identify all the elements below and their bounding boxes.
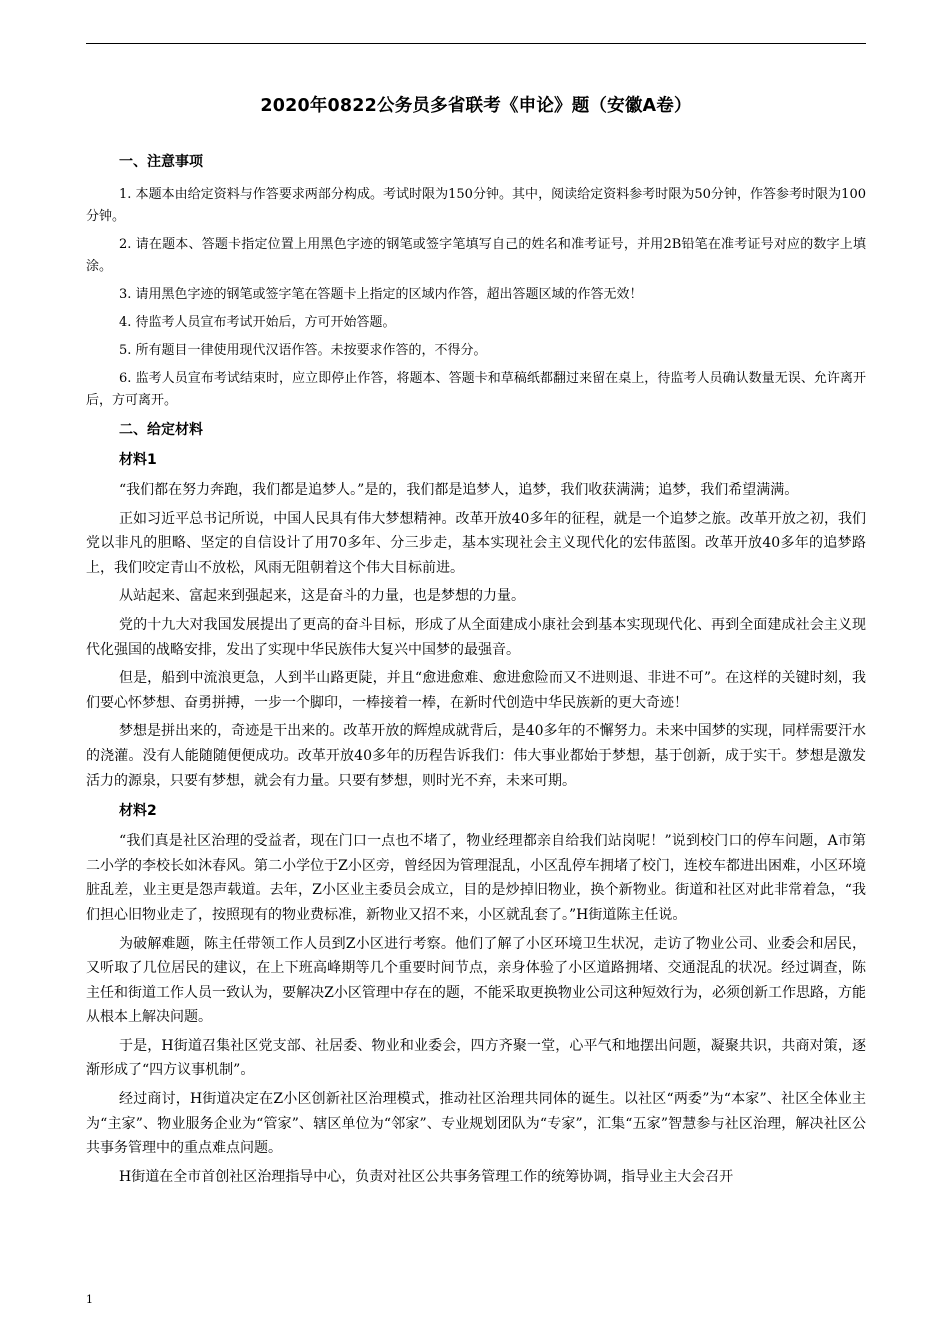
material-1-title: 材料1: [119, 452, 157, 468]
material-2-title: 材料2: [119, 803, 157, 820]
material-2-paragraph: 为破解难题，陈主任带领工作人员到Z小区进行考察。他们了解了小区环境卫生状况，走访了物业公司、业委会和居民，又听取了几位居民的建议，在上下班高峰期等几个重要时间节点，亲身体验了小区道路拥堵、交通混乱的状况。经过调查，陈主任和街道工作人员一致认为，要解决Z小区管理中存在的题，不能采取更换物业公司这种短效行为，必须创新工作思路，方能从根本上解决问题。: [86, 935, 866, 1026]
material-1-paragraph: 正如习近平总书记所说，中国人民具有伟大梦想精神。改革开放40多年的征程，就是一个追梦之旅。改革开放之初，我们党以非凡的胆略、坚定的自信设计了用70多年、分三步走，基本实现社会主义现代化的宏伟蓝图。改革开放40多年的追梦路上，我们咬定青山不放松，风雨无阻朝着这个伟大目标前进。: [86, 510, 866, 576]
material-2-paragraph: 于是，H街道召集社区党支部、社居委、物业和业委会，四方齐聚一堂，心平气和地摆出问题，凝聚共识，共商对策，逐渐形成了“四方议事机制”。: [86, 1037, 866, 1079]
page-number: 1: [86, 1293, 93, 1306]
notice-item: 6. 监考人员宣布考试结束时，应立即停止作答，将题本、答题卡和草稿纸都翻过来留在桌上，待监考人员确认数量无误、允许离开后，方可离开。: [86, 371, 866, 408]
document-title: 2020年0822公务员多省联考《申论》题（安徽A卷）: [260, 96, 692, 116]
material-2-paragraph: 经过商讨，H街道决定在Z小区创新社区治理模式，推动社区治理共同体的诞生。以社区“两委”为“本家”、社区全体业主为“主家”、物业服务企业为“管家”、辖区单位为“邻家”、专业规划团队为“专家”，汇集“五家”智慧参与社区治理，解决社区公共事务管理中的重点难点问题。: [86, 1091, 866, 1157]
material-2-paragraph: “我们真是社区治理的受益者，现在门口一点也不堵了，物业经理都亲自给我们站岗呢！”说到校门口的停车问题，A市第二小学的李校长如沐春风。第二小学位于Z小区旁，曾经因为管理混乱，小区乱停车拥堵了校门，连校车都进出困难，小区环境脏乱差，业主更是怨声载道。去年，Z小区业主委员会成立，目的是炒掉旧物业，换个新物业。街道和社区对此非常着急，“我们担心旧物业走了，按照现有的物业费标准，新物业又招不来，小区就乱套了。”H街道陈主任说。: [86, 833, 866, 923]
material-1-paragraph: 但是，船到中流浪更急，人到半山路更陡，并且“愈进愈难、愈进愈险而又不进则退、非进不可”。在这样的关键时刻，我们要心怀梦想、奋勇拼搏，一步一个脚印，一棒接着一棒，在新时代创造中华民族新的更大奇迹！: [86, 670, 866, 711]
header-rule: [86, 43, 866, 44]
notice-item: 1. 本题本由给定资料与作答要求两部分构成。考试时限为150分钟。其中，阅读给定资料参考时限为50分钟，作答参考时限为100分钟。: [86, 187, 866, 224]
notice-item: 5. 所有题目一律使用现代汉语作答。未按要求作答的，不得分。: [119, 343, 487, 358]
material-1-paragraph: “我们都在努力奔跑，我们都是追梦人。”是的，我们都是追梦人，追梦，我们收获满满；追梦，我们希望满满。: [119, 482, 799, 498]
section-heading-materials: 二、给定材料: [119, 422, 203, 438]
document-body: [86, 150, 866, 1193]
material-2-paragraph: H街道在全市首创社区治理指导中心，负责对社区公共事务管理工作的统筹协调，指导业主大会召开: [119, 1168, 734, 1185]
notice-item: 3. 请用黑色字迹的钢笔或签字笔在答题卡上指定的区域内作答，超出答题区域的作答无效！: [119, 287, 643, 302]
material-1-paragraph: 党的十九大对我国发展提出了更高的奋斗目标，形成了从全面建成小康社会到基本实现现代化、再到全面建成社会主义现代化强国的战略安排，发出了实现中华民族伟大复兴中国梦的最强音。: [86, 616, 866, 658]
section-heading-notices: 一、注意事项: [119, 154, 203, 170]
material-1-paragraph: 从站起来、富起来到强起来，这是奋斗的力量，也是梦想的力量。: [119, 588, 525, 605]
material-1-paragraph: 梦想是拼出来的，奇迹是干出来的。改革开放的辉煌成就背后，是40多年的不懈努力。未来中国梦的实现，同样需要汗水的浇灌。没有人能随随便便成功。改革开放40多年的历程告诉我们：伟大事业都始于梦想，基于创新，成于实干。梦想是激发活力的源泉，只要有梦想，就会有力量。只要有梦想，则时光不弃，未来可期。: [86, 723, 866, 789]
notice-item: 2. 请在题本、答题卡指定位置上用黑色字迹的钢笔或签字笔填写自己的姓名和准考证号，并用2B铅笔在准考证号对应的数字上填涂。: [86, 237, 866, 274]
notice-list: [86, 184, 866, 412]
notice-item: 4. 待监考人员宣布考试开始后，方可开始答题。: [119, 315, 396, 330]
